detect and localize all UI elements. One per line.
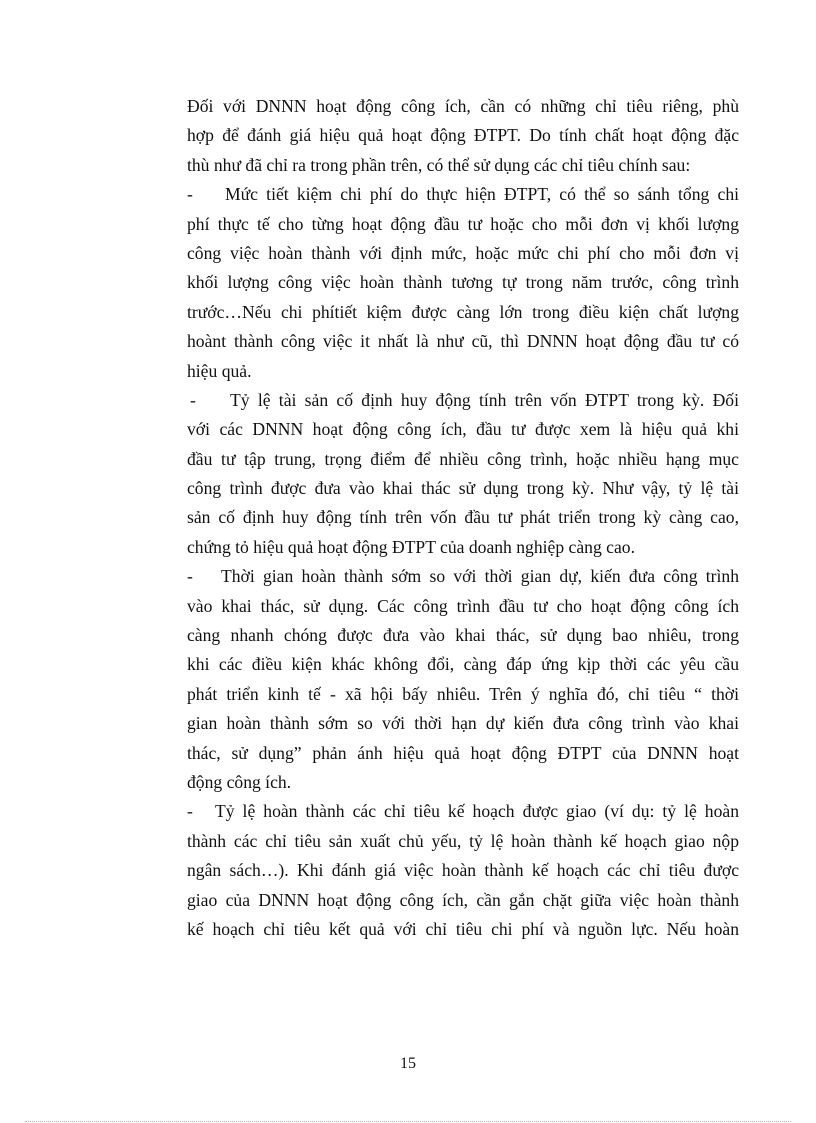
text-line: phát triển kinh tế - xã hội bấy nhiêu. Trên ý nghĩa đó, chỉ tiêu “ thời	[187, 683, 739, 704]
dash-marker: -	[187, 566, 193, 587]
text-line: khối lượng công việc hoàn thành tương tự trong năm trước, công trình	[187, 272, 739, 293]
text-line: sản cố định huy động tính trên vốn đầu tư phát triển trong kỳ càng cao,	[187, 507, 739, 528]
body-text	[187, 92, 739, 944]
text-line: hiệu quả.	[187, 360, 252, 381]
text-line: với các DNNN hoạt động công ích, đầu tư được xem là hiệu quả khi	[187, 419, 739, 440]
text-line: kế hoạch chỉ tiêu kết quả với chỉ tiêu chi phí và nguồn lực. Nếu hoàn	[187, 918, 739, 939]
dash-marker: -	[187, 184, 193, 205]
bullet-item-fixed-asset-ratio	[187, 386, 739, 562]
bullet-item-plan-completion	[187, 797, 739, 944]
text-line: gian hoàn thành sớm so với thời hạn dự kiến đưa công trình vào khai	[187, 713, 739, 734]
text-line: Tỷ lệ hoàn thành các chỉ tiêu kế hoạch được giao (ví dụ: tỷ lệ hoàn	[215, 801, 739, 822]
bullet-item-completion-time	[187, 562, 739, 797]
text-line: vào khai thác, sử dụng. Các công trình đầu tư cho hoạt động công ích	[187, 595, 739, 616]
page-bottom-divider	[25, 1121, 791, 1122]
text-line: trước…Nếu chi phítiết kiệm được càng lớn trong điều kiện chất lượng	[187, 301, 739, 322]
text-line: Thời gian hoàn thành sớm so với thời gian dự, kiến đưa công trình	[221, 566, 739, 587]
text-line: phí thực tế cho từng hoạt động đầu tư hoặc cho mỗi đơn vị khối lượng	[187, 213, 739, 234]
text-line: đầu tư tập trung, trọng điểm để nhiều công trình, hoặc nhiều hạng mục	[187, 448, 739, 469]
text-line: chứng tỏ hiệu quả hoạt động ĐTPT của doanh nghiệp càng cao.	[187, 536, 635, 557]
text-line: thù như đã chỉ ra trong phần trên, có thể sử dụng các chỉ tiêu chính sau:	[187, 154, 691, 175]
text-line: công việc hoàn thành với định mức, hoặc mức chi phí cho mỗi đơn vị	[187, 242, 739, 263]
text-line: thác, sử dụng” phản ánh hiệu quả hoạt động ĐTPT của DNNN hoạt	[187, 742, 739, 763]
text-line: Mức tiết kiệm chi phí do thực hiện ĐTPT, có thể so sánh tổng chi	[225, 184, 739, 205]
text-line: Tỷ lệ tài sản cố định huy động tính trên vốn ĐTPT trong kỳ. Đối	[230, 389, 739, 410]
text-line: ngân sách…). Khi đánh giá việc hoàn thành kế hoạch các chỉ tiêu được	[187, 860, 739, 881]
text-line: Đối với DNNN hoạt động công ích, cần có những chỉ tiêu riêng, phù	[187, 96, 739, 116]
text-line: càng nhanh chóng được đưa vào khai thác, sử dụng bao nhiêu, trong	[187, 625, 739, 646]
text-line: hợp để đánh giá hiệu quả hoạt động ĐTPT. Do tính chất hoạt động đặc	[187, 125, 739, 146]
text-line: hoànt thành công việc it nhất là như cũ, thì DNNN hoạt động đầu tư có	[187, 331, 739, 352]
intro-paragraph	[187, 92, 739, 180]
dash-marker: -	[187, 801, 193, 822]
bullet-item-cost-savings	[187, 180, 739, 386]
text-line: động công ích.	[187, 771, 292, 792]
dash-marker: -	[190, 389, 196, 410]
text-line: giao của DNNN hoạt động công ích, cần gắn chặt giữa việc hoàn thành	[187, 889, 739, 910]
text-line: công trình được đưa vào khai thác sử dụng trong kỳ. Như vậy, tỷ lệ tài	[187, 478, 739, 499]
page-number: 15	[400, 1055, 416, 1072]
text-line: khi các điều kiện khác không đổi, càng đáp ứng kịp thời các yêu cầu	[187, 654, 739, 675]
text-line: thành các chỉ tiêu sản xuất chủ yếu, tỷ lệ hoàn thành kế hoạch giao nộp	[187, 830, 739, 851]
